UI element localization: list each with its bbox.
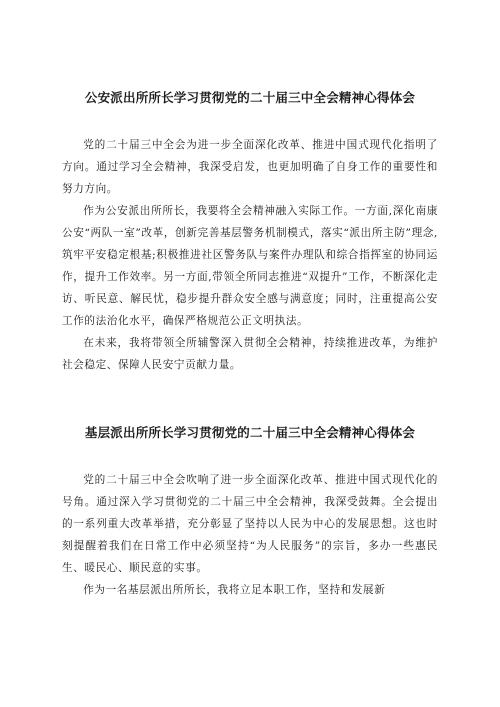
- article-paragraph: 党的二十届三中全会为进一步全面深化改革、推进中国式现代化指明了方向。通过学习全会精神，我深受启发，也更加明确了自身工作的重要性和努力方向。: [62, 139, 438, 195]
- article-title: 基层派出所所长学习贯彻党的二十届三中全会精神心得体会: [84, 425, 416, 440]
- article-paragraph: 党的二十届三中全会吹响了进一步全面深化改革、推进中国式现代化的号角。通过深入学习贯彻党的二十届三中全会精神，我深受鼓舞。全会提出的一系列重大改革举措，充分彰显了坚持以人民为中心的发展思想。这也时刻提醒着我们在日常工作中必须坚持“为人民服务”的宗旨，多办一些惠民生、暖民心、顺民意的实事。: [62, 474, 438, 574]
- article-paragraph: 作为公安派出所所长，我要将全会精神融入实际工作。一方面,深化南康公安“两队一室”改革，创新完善基层警务机制模式，落实“派出所主防”理念,筑牢平安稳定根基;积极推进社区警务队与案件办理队和综合指挥室的协同运作，提升工作效率。另一方面,带领全所同志推进“双提升”工作，不断深化走访、听民意、解民忧，稳步提升群众安全感与满意度；同时，注重提高公安工作的法治化水平，确保严格规范公正文明执法。: [62, 205, 438, 327]
- article-paragraph: 作为一名基层派出所所长，我将立足本职工作，坚持和发展新: [83, 584, 386, 596]
- article-section-2: [62, 423, 438, 601]
- article-title: 公安派出所所长学习贯彻党的二十届三中全会精神心得体会: [84, 90, 416, 105]
- article-section-1: [62, 88, 438, 376]
- article-paragraph: 在未来，我将带领全所辅警深入贯彻全会精神，持续推进改革，为维护社会稳定、保障人民安宁贡献力量。: [62, 337, 438, 371]
